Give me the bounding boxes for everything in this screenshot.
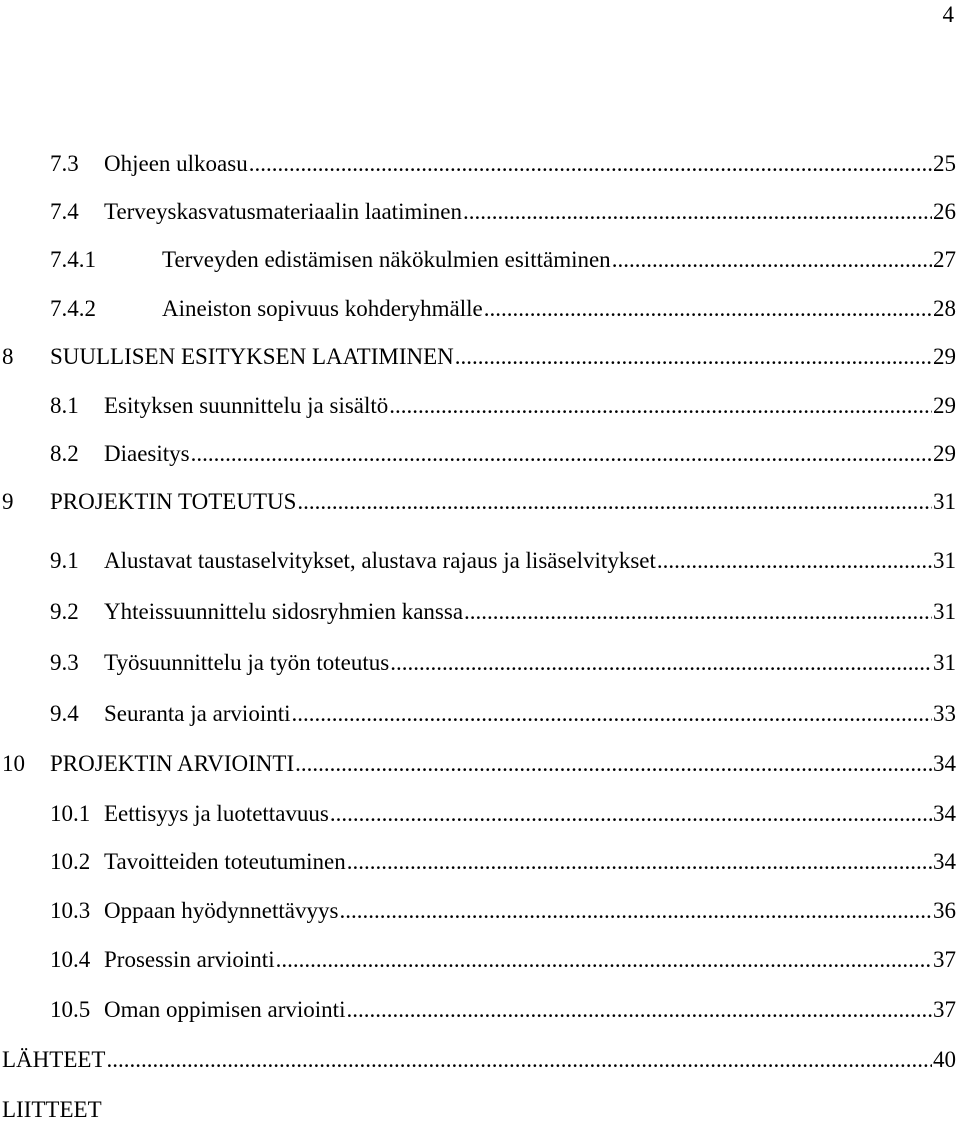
toc-entry-title: LÄHTEET	[2, 1047, 106, 1072]
toc-dot-leader	[389, 391, 932, 421]
toc-entry-title: Terveyden edistämisen näkökulmien esittäminen	[162, 247, 611, 272]
toc-entry-page: 25	[933, 151, 956, 176]
toc-entry-page: 28	[933, 296, 956, 321]
toc-entry-title: PROJEKTIN TOTEUTUS	[50, 489, 297, 514]
toc-entry-number: 9.1	[50, 548, 79, 573]
toc-entry-title: Oppaan hyödynnettävyys	[104, 898, 339, 923]
toc-entry-number: 10	[2, 751, 25, 776]
toc-entry-number: 7.3	[50, 151, 79, 176]
toc-entry-page: 31	[933, 650, 956, 675]
toc-entry-title: Eettisyys ja luotettavuus	[104, 801, 329, 826]
toc-entry-page: 34	[933, 801, 956, 826]
toc-dot-leader	[657, 546, 932, 576]
toc-entry[interactable]	[50, 197, 956, 227]
toc-entry-page: 27	[933, 247, 956, 272]
toc-entry-page: 29	[933, 441, 956, 466]
toc-entry[interactable]	[50, 245, 956, 275]
toc-dot-leader	[346, 995, 932, 1025]
toc-entry[interactable]	[50, 149, 956, 179]
toc-entry-title: Yhteissuunnittelu sidosryhmien kanssa	[104, 599, 464, 624]
toc-dot-leader	[463, 197, 932, 227]
toc-entry-page: 29	[933, 393, 956, 418]
toc-entry-number: 10.3	[50, 898, 91, 923]
toc-entry-number: 9.4	[50, 701, 79, 726]
toc-entry-title: LIITTEET	[2, 1097, 102, 1122]
toc-entry-title: Aineiston sopivuus kohderyhmälle	[162, 296, 483, 321]
toc-dot-leader	[330, 799, 932, 829]
toc-entry-number: 9.3	[50, 650, 79, 675]
toc-entry[interactable]	[50, 995, 956, 1025]
toc-entry-number: 10.1	[50, 801, 91, 826]
toc-dot-leader	[455, 342, 932, 372]
toc-entry-number: 8	[2, 344, 14, 369]
toc-entry-number: 9.2	[50, 599, 79, 624]
toc-entry-page: 31	[933, 489, 956, 514]
toc-entry-page: 29	[933, 344, 956, 369]
toc-entry-title: SUULLISEN ESITYKSEN LAATIMINEN	[50, 344, 454, 369]
toc-entry-title: Ohjeen ulkoasu	[104, 151, 248, 176]
toc-dot-leader	[464, 597, 932, 627]
toc-entry[interactable]	[50, 439, 956, 469]
toc-entry[interactable]	[50, 847, 956, 877]
toc-entry-number: 7.4	[50, 199, 79, 224]
toc-dot-leader	[297, 487, 932, 517]
toc-entry-title: Diaesitys	[104, 441, 190, 466]
toc-dot-leader	[249, 149, 932, 179]
toc-entry[interactable]	[50, 294, 956, 324]
toc-entry-number: 10.4	[50, 947, 91, 972]
toc-entry-title: PROJEKTIN ARVIOINTI	[50, 751, 295, 776]
toc-entry-number: 7.4.1	[50, 247, 96, 272]
toc-dot-leader	[612, 245, 932, 275]
toc-dot-leader	[191, 439, 932, 469]
toc-entry-title: Tavoitteiden toteutuminen	[104, 849, 346, 874]
toc-entry-title: Esityksen suunnittelu ja sisältö	[104, 393, 389, 418]
toc-entry[interactable]	[50, 699, 956, 729]
toc-dot-leader	[339, 896, 932, 926]
toc-entry-title: Seuranta ja arviointi	[104, 701, 291, 726]
toc-entry-page: 26	[933, 199, 956, 224]
toc-entry-number: 10.2	[50, 849, 91, 874]
page-number: 4	[942, 2, 954, 27]
toc-entry[interactable]	[2, 1095, 102, 1125]
toc-entry-page: 31	[933, 599, 956, 624]
toc-entry-page: 31	[933, 548, 956, 573]
toc-dot-leader	[106, 1045, 932, 1075]
toc-dot-leader	[295, 749, 932, 779]
toc-entry-page: 37	[933, 947, 956, 972]
toc-dot-leader	[390, 648, 932, 678]
toc-entry[interactable]	[50, 597, 956, 627]
toc-entry[interactable]	[2, 749, 956, 779]
toc-dot-leader	[276, 945, 932, 975]
toc-entry-page: 36	[933, 898, 956, 923]
toc-entry-title: Alustavat taustaselvitykset, alustava rajaus ja lisäselvitykset	[104, 548, 656, 573]
toc-entry-number: 9	[2, 489, 14, 514]
toc-entry[interactable]	[50, 648, 956, 678]
toc-entry-number: 8.1	[50, 393, 79, 418]
toc-entry[interactable]	[2, 487, 956, 517]
toc-entry[interactable]	[2, 1045, 956, 1075]
toc-entry-number: 7.4.2	[50, 296, 96, 321]
toc-entry-number: 8.2	[50, 441, 79, 466]
toc-entry-page: 33	[933, 701, 956, 726]
toc-entry-title: Oman oppimisen arviointi	[104, 997, 346, 1022]
toc-entry[interactable]	[50, 799, 956, 829]
toc-entry[interactable]	[2, 342, 956, 372]
toc-entry-page: 40	[933, 1047, 956, 1072]
toc-entry[interactable]	[50, 945, 956, 975]
toc-entry-page: 34	[933, 849, 956, 874]
toc-entry[interactable]	[50, 896, 956, 926]
toc-dot-leader	[292, 699, 933, 729]
toc-entry[interactable]	[50, 546, 956, 576]
toc-entry-title: Prosessin arviointi	[104, 947, 275, 972]
toc-entry-page: 34	[933, 751, 956, 776]
toc-dot-leader	[484, 294, 932, 324]
toc-entry-page: 37	[933, 997, 956, 1022]
toc-entry-title: Työsuunnittelu ja työn toteutus	[104, 650, 390, 675]
toc-dot-leader	[347, 847, 932, 877]
toc-entry[interactable]	[50, 391, 956, 421]
toc-entry-number: 10.5	[50, 997, 91, 1022]
toc-entry-title: Terveyskasvatusmateriaalin laatiminen	[104, 199, 462, 224]
